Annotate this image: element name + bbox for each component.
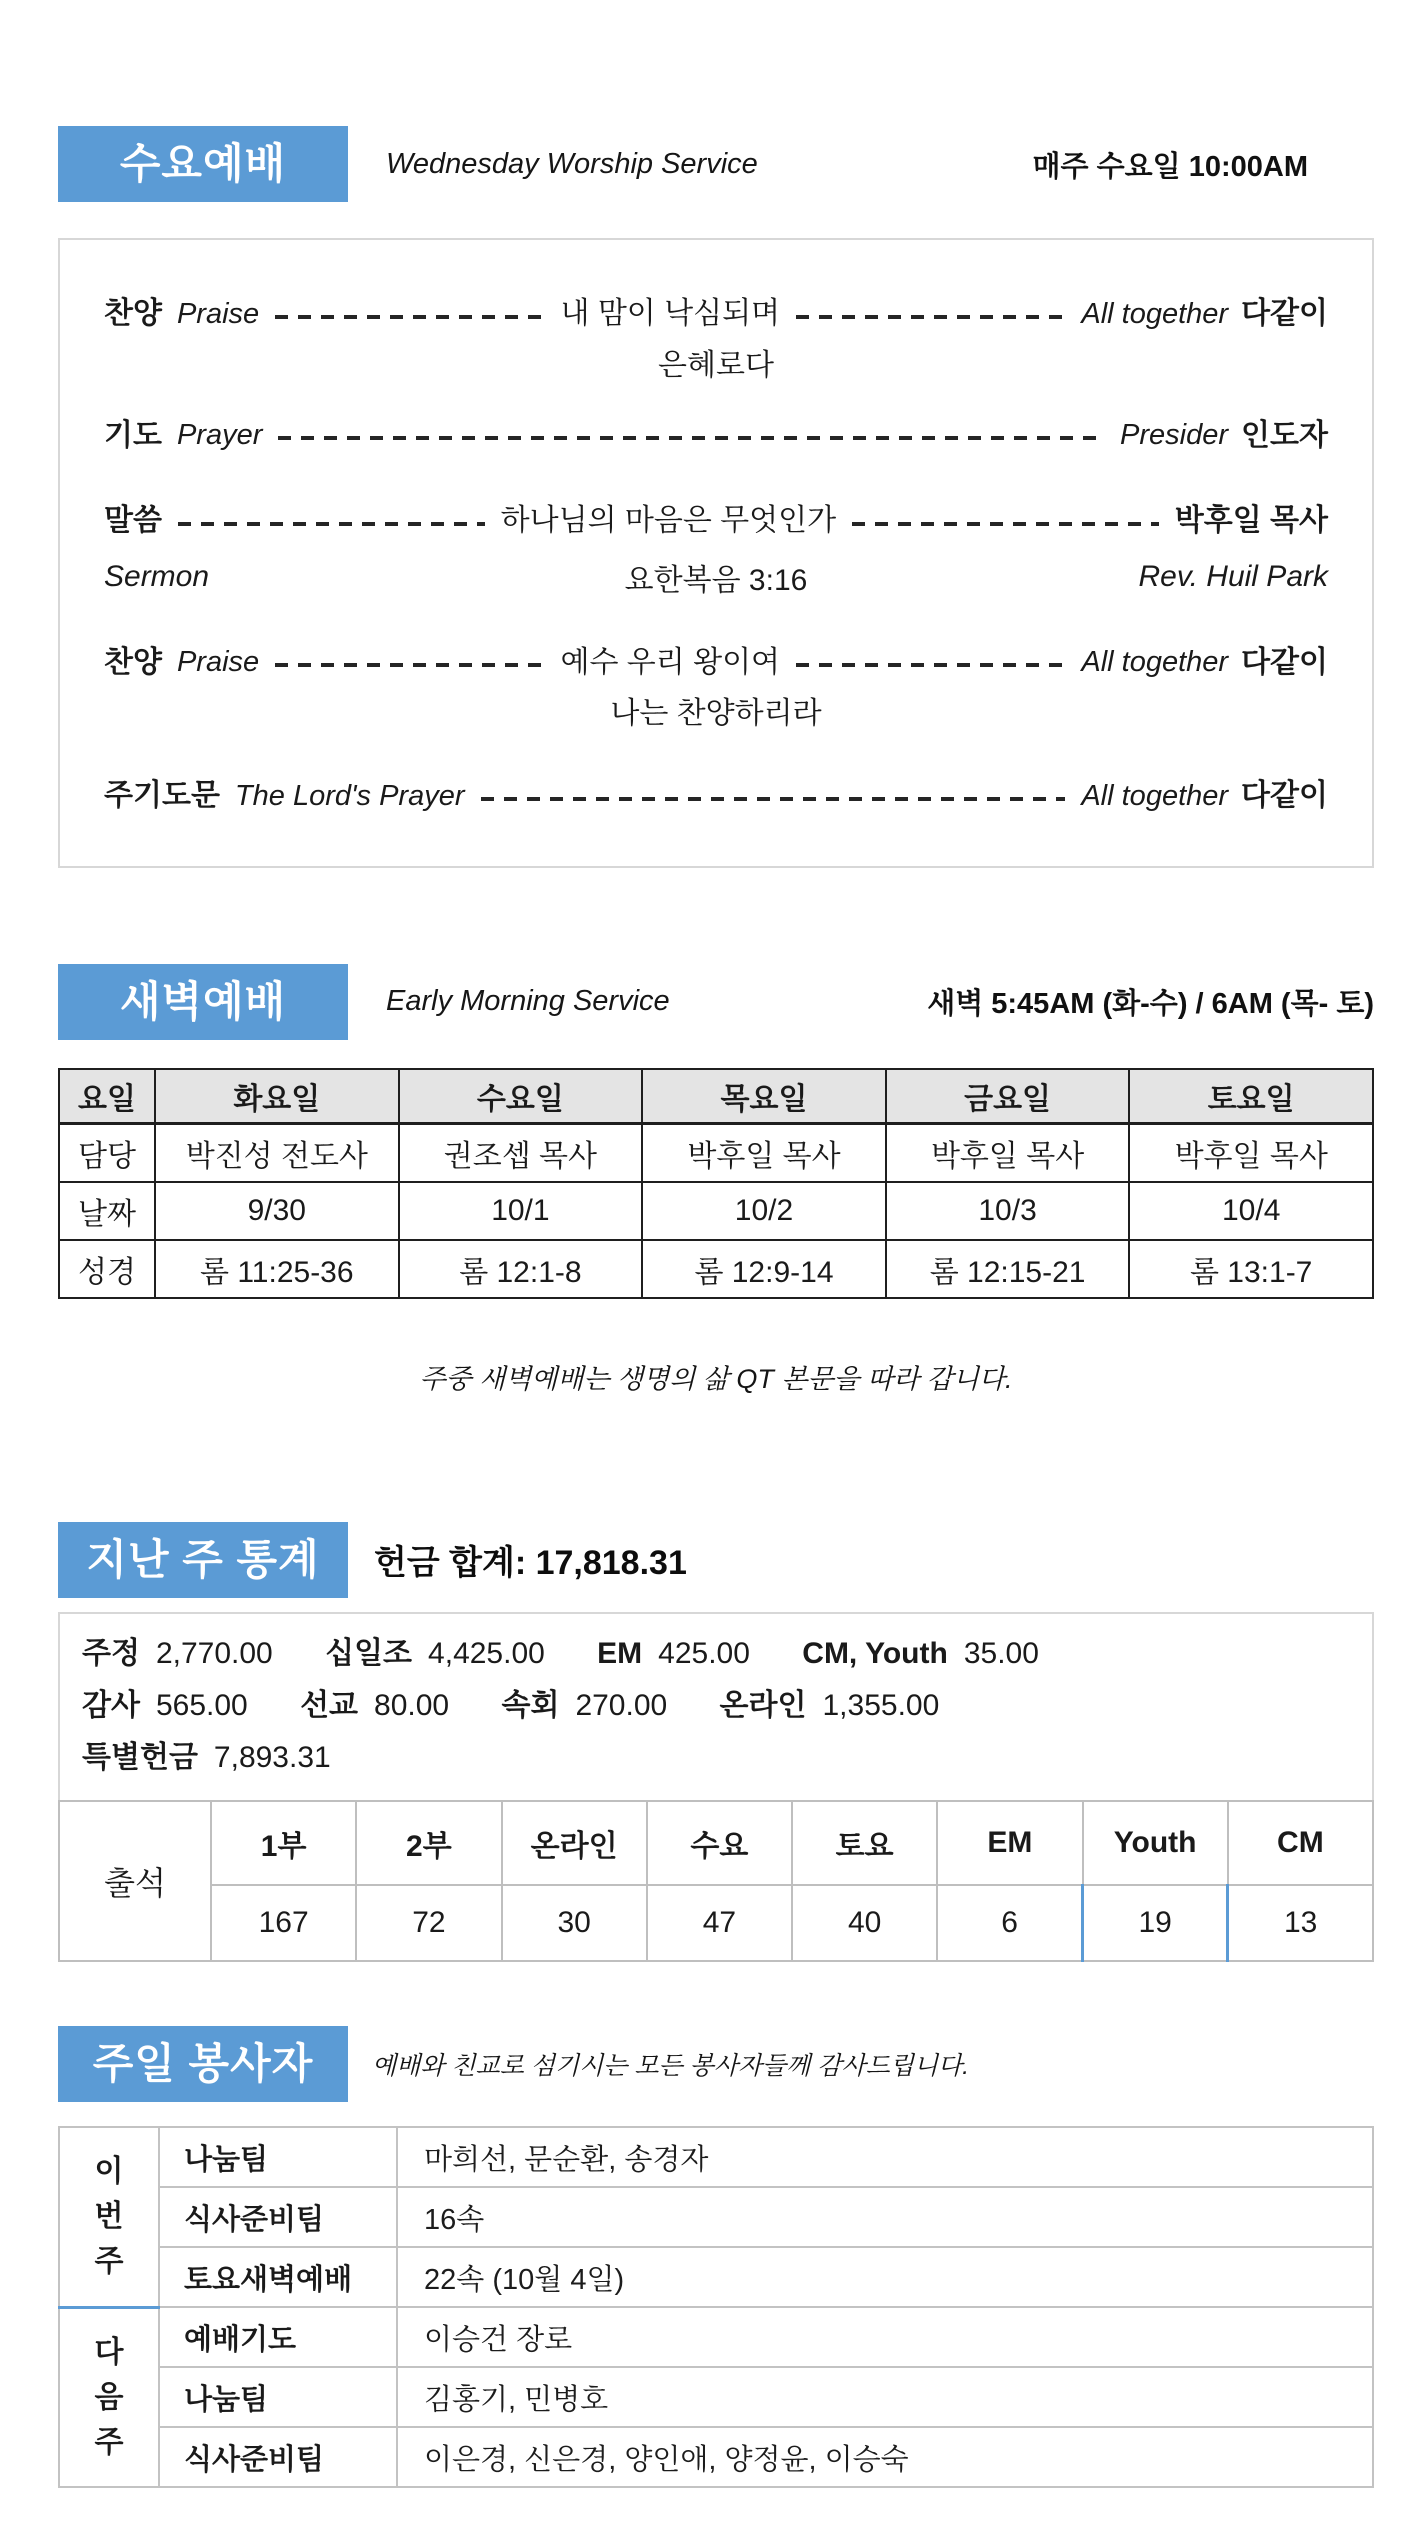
table-row — [59, 2187, 1373, 2247]
volunteer-role: 나눔팀 — [159, 2127, 397, 2187]
volunteer-names: 김홍기, 민병호 — [397, 2367, 1373, 2427]
dawn-cell: 롬 12:9-14 — [642, 1240, 886, 1298]
volunteer-names: 이은경, 신은경, 양인애, 양정윤, 이승숙 — [397, 2427, 1373, 2487]
prayer-by-ko: 인도자 — [1241, 418, 1328, 452]
offering-value: 4,425.00 — [428, 1636, 545, 1670]
offering-value: 1,355.00 — [822, 1688, 940, 1722]
offering-value: 35.00 — [963, 1636, 1039, 1670]
dash-leader — [796, 663, 1065, 667]
attendance-col-header: EM — [937, 1801, 1082, 1885]
dawn-cell: 롬 12:1-8 — [399, 1240, 643, 1298]
dawn-cell: 10/2 — [642, 1182, 886, 1240]
table-row — [59, 2127, 1373, 2187]
offering-value: 270.00 — [575, 1688, 668, 1722]
attendance-row-label: 출석 — [59, 1801, 211, 1961]
dawn-col-header: 요일 — [59, 1069, 155, 1124]
dash-leader — [278, 436, 1104, 440]
wednesday-badge: 수요예배 — [58, 126, 348, 202]
wednesday-header — [58, 126, 1374, 202]
table-row — [59, 2307, 1373, 2367]
praise2-label-en: Praise — [176, 646, 260, 679]
dawn-badge: 새벽예배 — [58, 964, 348, 1040]
program-row-sermon-detail — [104, 555, 1328, 599]
praise2-subtitle: 나는 찬양하리라 — [610, 697, 822, 730]
dawn-cell: 10/4 — [1129, 1182, 1373, 1240]
program-row-prayer — [104, 414, 1328, 458]
offering-label: 십일조 — [325, 1636, 413, 1670]
lords-prayer-by-en: All together — [1081, 779, 1229, 812]
volunteers-group-thisweek — [59, 2127, 159, 2307]
dawn-col-header: 금요일 — [886, 1069, 1130, 1124]
offering-label: 온라인 — [719, 1688, 807, 1722]
table-row — [59, 2427, 1373, 2487]
group-label-vertical: 다음주 — [94, 2335, 124, 2459]
wednesday-subtitle: Wednesday Worship Service — [386, 147, 758, 180]
dawn-cell: 롬 12:15-21 — [886, 1240, 1130, 1298]
table-row — [59, 1182, 1373, 1240]
volunteers-note: 예배와 친교로 섬기시는 모든 봉사자들께 감사드립니다. — [372, 2052, 970, 2081]
stats-section — [58, 1522, 1374, 1963]
bulletin-page — [58, 0, 1374, 2488]
attendance-value: 30 — [502, 1885, 647, 1961]
volunteers-section — [58, 2026, 1374, 2488]
dawn-col-header: 목요일 — [642, 1069, 886, 1124]
dawn-cell: 권조셉 목사 — [399, 1123, 643, 1182]
attendance-col-header: CM — [1228, 1801, 1373, 1885]
praise2-label-ko: 찬양 — [104, 645, 162, 679]
attendance-col-header: 온라인 — [502, 1801, 647, 1885]
dash-leader — [178, 522, 485, 526]
table-row — [59, 1240, 1373, 1298]
dash-leader — [275, 315, 544, 319]
stats-header — [58, 1522, 1374, 1598]
offering-value: 425.00 — [658, 1636, 750, 1670]
dawn-row-label: 날짜 — [59, 1182, 155, 1240]
wednesday-section — [58, 0, 1374, 868]
attendance-col-header: 토요 — [792, 1801, 937, 1885]
offering-line — [82, 1628, 1350, 1680]
dawn-time: 새벽 5:45AM (화-수) / 6AM (목- 토) — [927, 988, 1374, 1020]
table-row — [59, 1801, 1373, 1885]
attendance-value: 40 — [792, 1885, 937, 1961]
lords-prayer-label-en: The Lord's Prayer — [234, 779, 465, 812]
dawn-col-header: 화요일 — [155, 1069, 399, 1124]
offering-label: 선교 — [300, 1688, 359, 1722]
dawn-cell: 박후일 목사 — [642, 1123, 886, 1182]
attendance-value-youth: 19 — [1083, 1885, 1228, 1961]
dash-leader — [275, 663, 544, 667]
dawn-section — [58, 964, 1374, 1396]
offering-box — [58, 1612, 1374, 1801]
worship-program-box — [58, 238, 1374, 868]
offering-value: 7,893.31 — [213, 1740, 331, 1774]
dash-leader — [796, 315, 1065, 319]
volunteer-names: 이승건 장로 — [397, 2307, 1373, 2367]
group-label-vertical: 이번주 — [94, 2155, 124, 2279]
prayer-label-ko: 기도 — [104, 418, 162, 452]
attendance-col-header: 1부 — [211, 1801, 356, 1885]
offering-label: 감사 — [82, 1688, 140, 1722]
program-row-praise1 — [104, 292, 1328, 336]
lords-prayer-label-ko: 주기도문 — [104, 779, 220, 812]
offering-value: 565.00 — [155, 1688, 248, 1722]
dawn-header — [58, 964, 1374, 1040]
attendance-col-header: 2부 — [356, 1801, 501, 1885]
volunteers-group-nextweek — [59, 2307, 159, 2487]
dawn-cell: 박진성 전도사 — [155, 1123, 399, 1182]
attendance-value: 47 — [647, 1885, 792, 1961]
dawn-row-label: 성경 — [59, 1240, 155, 1298]
wednesday-time: 매주 수요일 10:00AM — [1032, 150, 1308, 183]
attendance-table — [58, 1800, 1374, 1962]
dawn-subtitle: Early Morning Service — [386, 985, 670, 1017]
attendance-col-header: 수요 — [647, 1801, 792, 1885]
sermon-by-ko: 박후일 목사 — [1174, 504, 1329, 537]
volunteer-role: 식사준비팀 — [159, 2187, 397, 2247]
attendance-value: 13 — [1228, 1885, 1373, 1961]
program-row-lords-prayer — [104, 774, 1328, 818]
dawn-cell: 롬 11:25-36 — [155, 1240, 399, 1298]
offering-label: CM, Youth — [802, 1636, 948, 1670]
volunteer-role: 토요새벽예배 — [159, 2247, 397, 2307]
offering-label: EM — [597, 1636, 643, 1670]
program-row-praise2 — [104, 641, 1328, 685]
volunteers-table — [58, 2126, 1374, 2488]
volunteer-role: 식사준비팀 — [159, 2427, 397, 2487]
praise2-by-ko: 다같이 — [1241, 645, 1329, 679]
offering-label: 특별헌금 — [82, 1740, 198, 1774]
table-row — [59, 1885, 1373, 1961]
dawn-cell: 롬 13:1-7 — [1129, 1240, 1373, 1298]
dawn-col-header: 수요일 — [399, 1069, 643, 1124]
volunteer-role: 예배기도 — [159, 2307, 397, 2367]
praise2-title: 예수 우리 왕이여 — [560, 645, 781, 679]
sermon-scripture: 요한복음 3:16 — [624, 563, 808, 597]
dash-leader — [481, 797, 1066, 801]
lords-prayer-by-ko: 다같이 — [1241, 779, 1328, 812]
offering-total: 헌금 합계: 17,818.31 — [374, 1544, 687, 1582]
table-row — [59, 1069, 1373, 1124]
praise1-by-ko: 다같이 — [1241, 297, 1329, 330]
dawn-cell: 박후일 목사 — [886, 1123, 1130, 1182]
dawn-row-label: 담당 — [59, 1123, 155, 1182]
offering-value: 80.00 — [374, 1688, 450, 1722]
stats-badge: 지난 주 통계 — [58, 1522, 348, 1598]
volunteers-badge: 주일 봉사자 — [58, 2026, 348, 2102]
volunteer-names: 마희선, 문순환, 송경자 — [397, 2127, 1373, 2187]
offering-label: 속회 — [501, 1688, 560, 1722]
praise1-label-ko: 찬양 — [104, 297, 162, 330]
table-row — [59, 1123, 1373, 1182]
praise1-title: 내 맘이 낙심되며 — [560, 297, 781, 330]
sermon-title: 하나님의 마음은 무엇인가 — [500, 504, 837, 537]
qt-note: 주중 새벽예배는 생명의 삶 QT 본문을 따라 갑니다. — [419, 1363, 1013, 1394]
praise1-by-en: All together — [1081, 297, 1229, 330]
volunteer-names: 22속 (10월 4일) — [397, 2247, 1373, 2307]
dawn-cell: 10/3 — [886, 1182, 1130, 1240]
sermon-by-en: Rev. Huil Park — [1138, 559, 1328, 593]
offering-line — [82, 1680, 1350, 1732]
sermon-label-en: Sermon — [104, 559, 210, 593]
dawn-col-header: 토요일 — [1129, 1069, 1373, 1124]
dash-leader — [852, 522, 1159, 526]
offering-line — [82, 1732, 1350, 1784]
table-row — [59, 2247, 1373, 2307]
praise1-label-en: Praise — [176, 297, 260, 330]
dawn-cell: 박후일 목사 — [1129, 1123, 1373, 1182]
prayer-label-en: Prayer — [176, 419, 263, 452]
dawn-schedule-table — [58, 1068, 1374, 1299]
volunteer-role: 나눔팀 — [159, 2367, 397, 2427]
prayer-by-en: Presider — [1120, 419, 1229, 452]
praise1-subtitle: 은혜로다 — [658, 348, 774, 382]
attendance-col-header: Youth — [1083, 1801, 1228, 1885]
attendance-value: 6 — [937, 1885, 1082, 1961]
table-row — [59, 2367, 1373, 2427]
offering-value: 2,770.00 — [155, 1636, 273, 1670]
dawn-cell: 10/1 — [399, 1182, 643, 1240]
attendance-value: 72 — [356, 1885, 501, 1961]
dawn-cell: 9/30 — [155, 1182, 399, 1240]
praise2-by-en: All together — [1081, 646, 1229, 679]
sermon-label-ko: 말씀 — [104, 504, 162, 537]
program-row-sermon — [104, 499, 1328, 543]
offering-label: 주정 — [82, 1636, 140, 1670]
volunteers-header — [58, 2026, 1374, 2102]
volunteer-names: 16속 — [397, 2187, 1373, 2247]
attendance-value: 167 — [211, 1885, 356, 1961]
